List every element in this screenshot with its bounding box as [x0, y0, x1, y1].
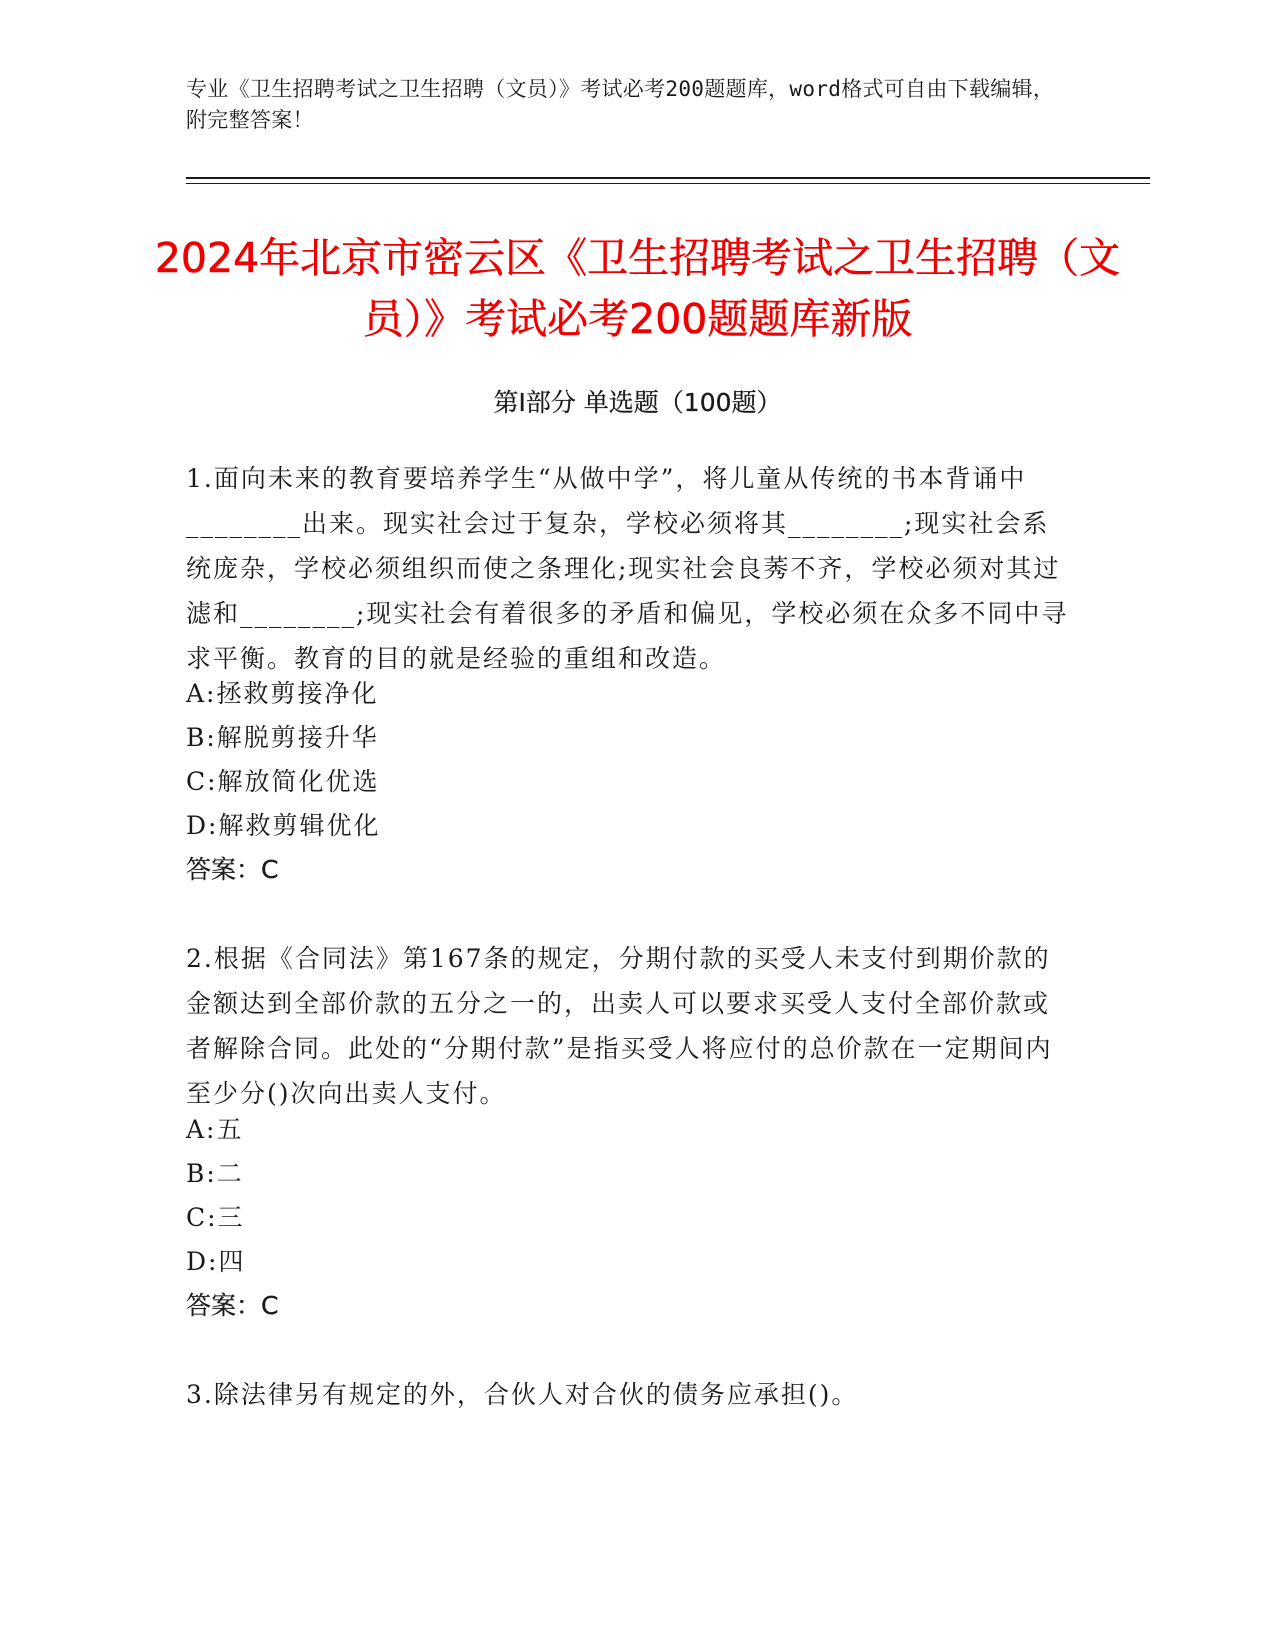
header-divider-thin: [186, 183, 1150, 184]
question-1-answer: 答案：C: [186, 855, 279, 884]
question-1-option-b: B:解脱剪接升华: [186, 723, 379, 752]
question-2-text: 2.根据《合同法》第167条的规定，分期付款的买受人未支付到期价款的金额达到全部价款的五分之一的，出卖人可以要求买受人支付全部价款或者解除合同。此处的“分期付款”是指买受人将应付的总价款在一定期间内至少分()次向出卖人支付。: [186, 944, 1053, 1108]
question-2-answer: 答案：C: [186, 1291, 279, 1320]
header-divider-thick: [186, 177, 1150, 179]
question-1-option-c: C:解放简化优选: [186, 767, 380, 796]
question-1-text: 1.面向未来的教育要培养学生“从做中学”，将儿童从传统的书本背诵中________出来。现实社会过于复杂，学校必须将其________;现实社会系统庞杂，学校必须组织而使之条理化;现实社会良莠不齐，学校必须对其过滤和________;现实社会有着很多的矛盾和偏见，学校必须在众多不同中寻求平衡。教育的目的就是经验的重组和改造。: [186, 464, 1069, 673]
header-note: 专业《卫生招聘考试之卫生招聘（文员）》考试必考200题题库，word格式可自由下载编辑，附完整答案！: [186, 77, 1055, 132]
document-title: 2024年北京市密云区《卫生招聘考试之卫生招聘（文员）》考试必考200题题库新版: [154, 234, 1121, 343]
question-2-option-b: B:二: [186, 1159, 244, 1188]
question-2-option-a: A:五: [186, 1115, 244, 1144]
question-2-option-c: C:三: [186, 1203, 245, 1232]
question-1-option-d: D:解救剪辑优化: [186, 811, 381, 840]
question-1-option-a: A:拯救剪接净化: [186, 679, 379, 708]
question-3-text: 3.除法律另有规定的外，合伙人对合伙的债务应承担()。: [186, 1380, 859, 1409]
question-2-option-d: D:四: [186, 1247, 246, 1276]
section-heading: 第Ⅰ部分 单选题（100题）: [493, 388, 782, 417]
